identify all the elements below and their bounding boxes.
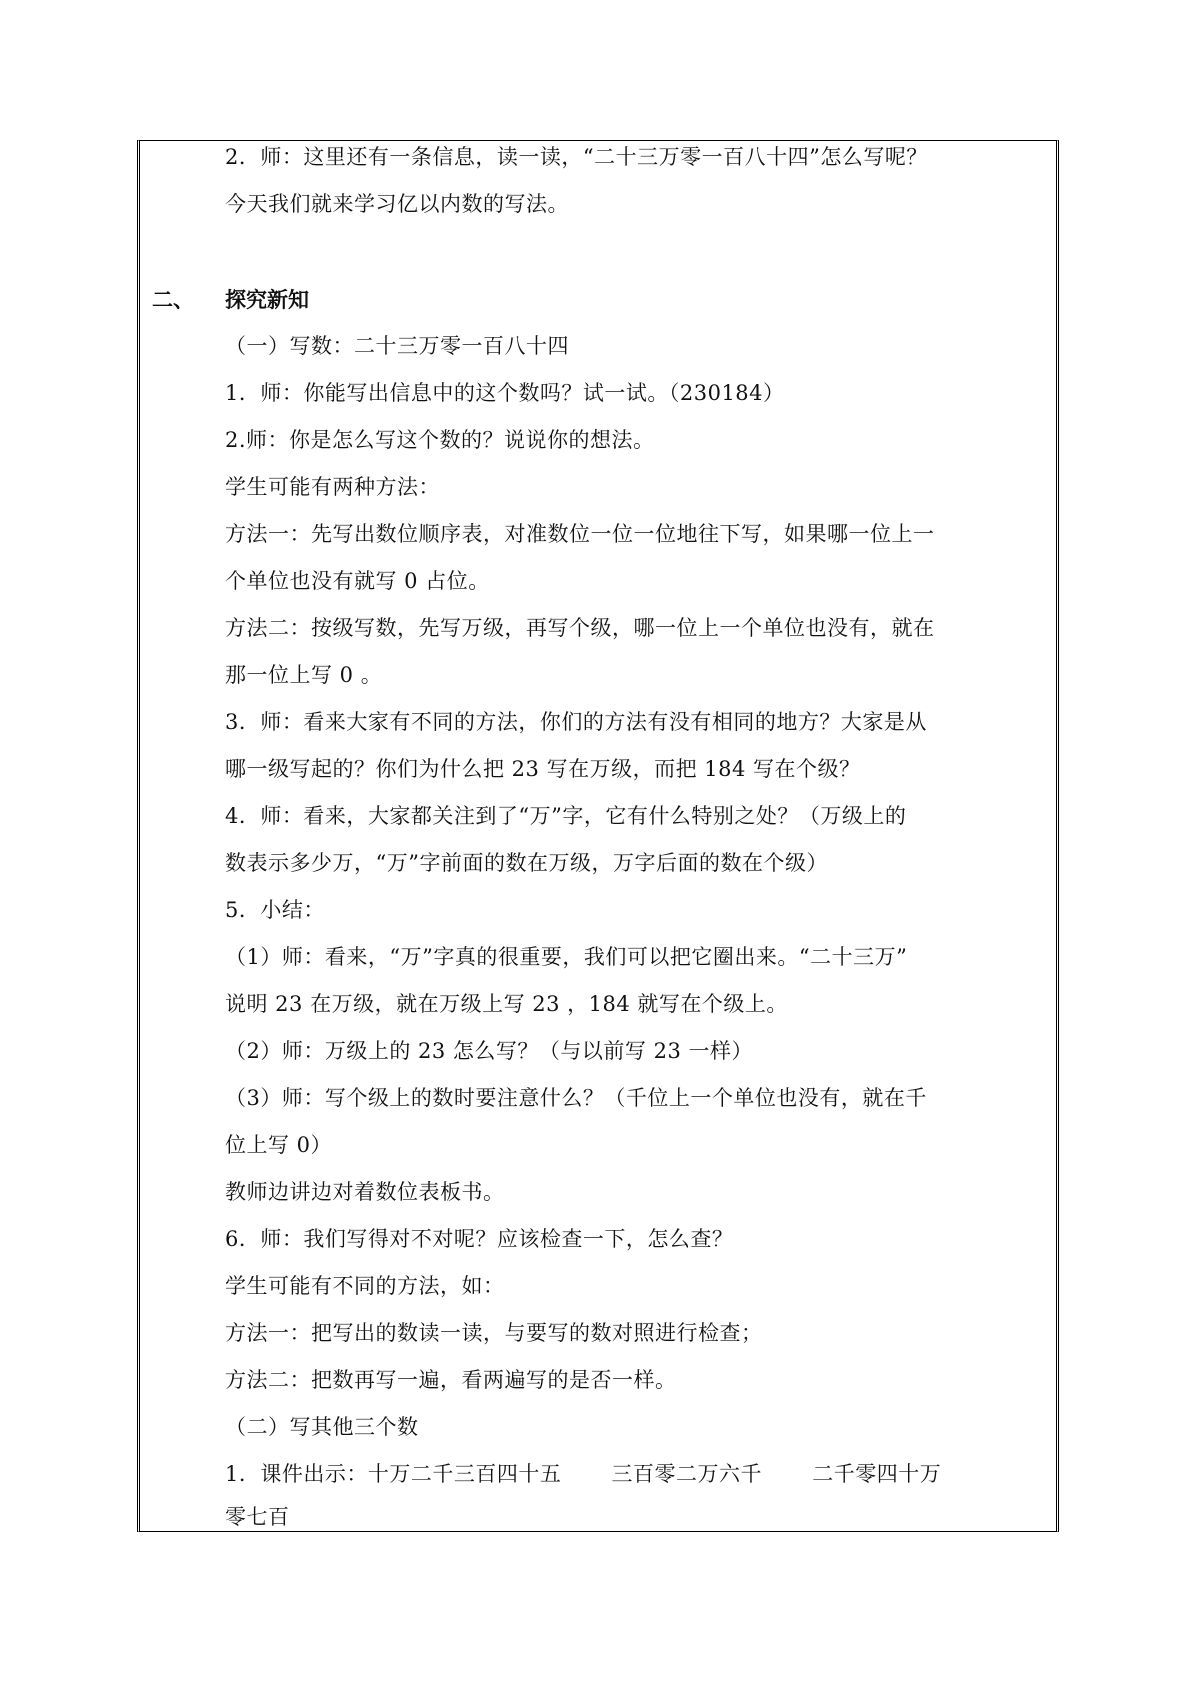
text-line: （1）师：看来，“万”字真的很重要，我们可以把它圈出来。“二十三万” [225, 945, 908, 969]
text-line: 方法一：先写出数位顺序表，对准数位一位一位地往下写，如果哪一位上一 [225, 522, 935, 546]
text-line: 方法二：把数再写一遍，看两遍写的是否一样。 [225, 1368, 677, 1392]
section-number: 二、 [152, 287, 194, 312]
text-line: 学生可能有两种方法： [225, 475, 440, 499]
section-title: 探究新知 [225, 287, 309, 312]
text-line: 4．师：看来，大家都关注到了“万”字，它有什么特别之处？（万级上的 [225, 804, 907, 828]
text-line: 个单位也没有就写 0 占位。 [225, 569, 490, 593]
text-line: 1．课件出示：十万二千三百四十五 三百零二万六千 二千零四十万 [225, 1462, 942, 1486]
text-line: 方法一：把写出的数读一读，与要写的数对照进行检查； [225, 1321, 763, 1345]
text-line: 2.师：你是怎么写这个数的？说说你的想法。 [225, 428, 655, 452]
text-line: 今天我们就来学习亿以内数的写法。 [225, 192, 569, 216]
text-line: （2）师：万级上的 23 怎么写？（与以前写 23 一样） [225, 1039, 754, 1063]
text-line: 3．师：看来大家有不同的方法，你们的方法有没有相同的地方？大家是从 [225, 710, 927, 734]
text-line: 零七百 [225, 1505, 290, 1529]
text-line: 哪一级写起的？你们为什么把 23 写在万级，而把 184 写在个级？ [225, 757, 861, 781]
text-line: 方法二：按级写数，先写万级，再写个级，哪一位上一个单位也没有，就在 [225, 616, 935, 640]
text-line: （一）写数：二十三万零一百八十四 [225, 334, 569, 358]
text-line: 教师边讲边对着数位表板书。 [225, 1180, 505, 1204]
text-line: 6．师：我们写得对不对呢？应该检查一下，怎么查？ [225, 1227, 734, 1251]
text-line: 2．师：这里还有一条信息，读一读，“二十三万零一百八十四”怎么写呢？ [225, 145, 928, 169]
text-line: 5．小结： [225, 898, 325, 922]
text-line: （3）师：写个级上的数时要注意什么？（千位上一个单位也没有，就在千 [225, 1086, 927, 1110]
text-line: 数表示多少万，“万”字前面的数在万级，万字后面的数在个级） [225, 851, 828, 875]
text-line: 1．师：你能写出信息中的这个数吗？试一试。（230184） [225, 381, 785, 405]
text-line: 那一位上写 0 。 [225, 663, 383, 687]
text-line: 学生可能有不同的方法，如： [225, 1274, 505, 1298]
text-line: 说明 23 在万级，就在万级上写 23 ，184 就写在个级上。 [225, 992, 788, 1016]
text-line: 位上写 0） [225, 1133, 333, 1157]
text-line: （二）写其他三个数 [225, 1415, 419, 1439]
